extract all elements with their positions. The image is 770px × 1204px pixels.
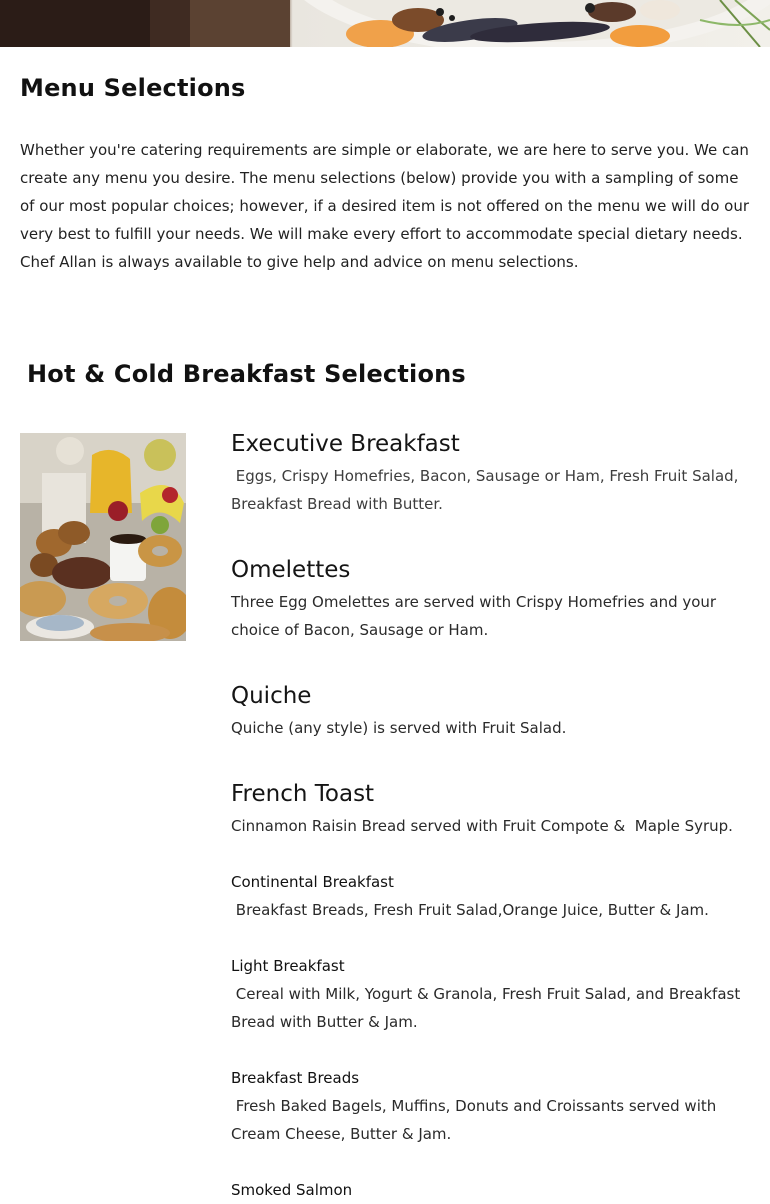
menu-item-title: French Toast [231,781,375,807]
menu-item [231,776,741,840]
menu-item-title: Executive Breakfast [231,431,460,457]
menu-item-description: Quiche (any style) is served with Fruit Salad. [231,719,567,737]
menu-item-title: Continental Breakfast [231,873,394,891]
menu-item-description: Breakfast Breads, Fresh Fruit Salad,Orange Juice, Butter & Jam. [231,901,709,919]
menu-item-description: Cereal with Milk, Yogurt & Granola, Fresh Fruit Salad, and Breakfast Bread with Butter & Jam. [231,985,746,1031]
menu-item-description: Cinnamon Raisin Bread served with Fruit Compote & Maple Syrup. [231,817,733,835]
menu-list [231,426,748,1204]
page-title: Menu Selections [20,74,246,102]
menu-item [231,952,746,1036]
breakfast-photo [20,433,186,641]
menu-item-title: Light Breakfast [231,957,345,975]
intro-paragraph: Chef Allan is always available to give help and advice on menu selections. [20,253,579,271]
menu-item-description: Fresh Baked Bagels, Muffins, Donuts and Croissants served with Cream Cheese, Butter & Jam. [231,1097,722,1143]
menu-item-description: Three Egg Omelettes are served with Crispy Homefries and your choice of Bacon, Sausage or Ham. [231,593,721,639]
menu-item-description: Eggs, Crispy Homefries, Bacon, Sausage or Ham, Fresh Fruit Salad, Breakfast Bread with Butter. [231,467,748,513]
section-title: Hot & Cold Breakfast Selections [27,360,466,388]
menu-item [231,678,741,742]
menu-item [231,426,748,518]
hero-banner [0,0,770,47]
menu-item [231,868,741,924]
menu-item-title: Omelettes [231,557,351,583]
intro-paragraph: Whether you're catering requirements are simple or elaborate, we are here to serve you. We can create any menu you desire. The menu selections (below) provide you with a sampling of some of our most popular choices; however, if a desired item is not offered on the menu we will do our very best to fulfill your needs. We will make every effort to accommodate special dietary needs. [20,141,750,243]
intro-text [20,136,750,276]
menu-item [231,1176,741,1204]
menu-item [231,1064,741,1148]
menu-item-title: Breakfast Breads [231,1069,360,1087]
menu-item-title: Smoked Salmon [231,1181,353,1199]
menu-item [231,552,741,644]
menu-item-title: Quiche [231,683,312,709]
hero-food-image [0,0,770,47]
